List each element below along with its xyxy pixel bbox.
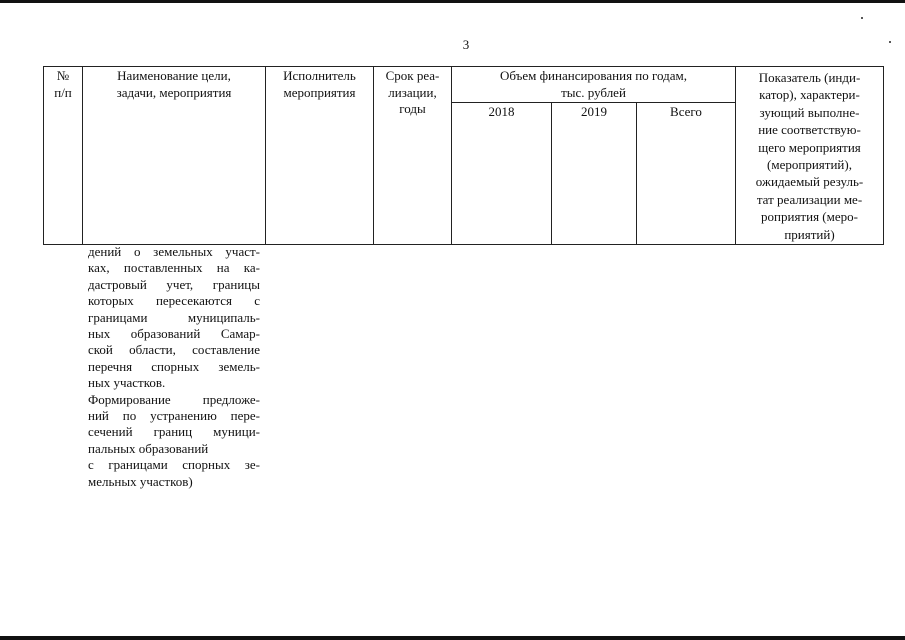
header-cell-indicator xyxy=(736,67,884,245)
scan-speck xyxy=(889,41,891,43)
text-line: границами муниципаль- xyxy=(88,309,260,325)
header-2018-label: 2018 xyxy=(488,104,515,120)
header-cell-executor xyxy=(266,67,374,245)
text-line: дастровый учет, границы xyxy=(88,276,260,292)
text-line: сечений границ муници- xyxy=(88,424,260,440)
header-indicator-label: Показатель (инди- катор), характери- зующий выполне- ние соответствую- щего мероприятия (мероприятий), ожидаемый резуль- тат реализации ме- роприятия (меро- приятий) xyxy=(755,70,864,242)
continued-measure-text xyxy=(88,244,260,490)
header-cell-number xyxy=(44,67,83,245)
text-line: пальных образований xyxy=(88,440,209,456)
text-line: ных участков. xyxy=(88,375,166,391)
text-line: ний по устранению пере- xyxy=(88,408,260,424)
header-cell-name xyxy=(83,67,266,245)
text-line: мельных участков) xyxy=(88,473,193,489)
scan-edge-bottom xyxy=(0,636,905,640)
text-line: перечня спорных земель- xyxy=(88,358,260,374)
header-cell-2018 xyxy=(452,103,552,245)
program-table-header xyxy=(43,66,884,245)
scan-speck xyxy=(861,17,863,19)
header-2019-label: 2019 xyxy=(581,104,607,120)
header-cell-2019 xyxy=(552,103,637,245)
text-line: ках, поставленных на ка- xyxy=(88,260,260,276)
header-cell-total xyxy=(637,103,736,245)
header-name-label: Наименование цели, задачи, мероприятия xyxy=(116,68,232,100)
text-line: Формирование предложе- xyxy=(88,391,260,407)
header-executor-label: Исполнитель мероприятия xyxy=(283,68,356,100)
scan-edge-top xyxy=(0,0,905,3)
page-number: 3 xyxy=(462,37,470,52)
header-cell-term xyxy=(374,67,452,245)
text-line: которых пересекаются с xyxy=(88,293,260,309)
text-line: ных образований Самар- xyxy=(88,326,260,342)
header-term-label: Срок реа- лизации, годы xyxy=(385,68,440,116)
header-funding-label: Объем финансирования по годам, тыс. рублей xyxy=(499,68,688,100)
header-total-label: Всего xyxy=(670,104,702,120)
text-line: с границами спорных зе- xyxy=(88,457,260,473)
text-line: ской области, составление xyxy=(88,342,260,358)
header-number-label: № п/п xyxy=(54,68,72,100)
text-line: дений о земельных участ- xyxy=(88,244,260,259)
header-cell-funding xyxy=(452,67,736,103)
